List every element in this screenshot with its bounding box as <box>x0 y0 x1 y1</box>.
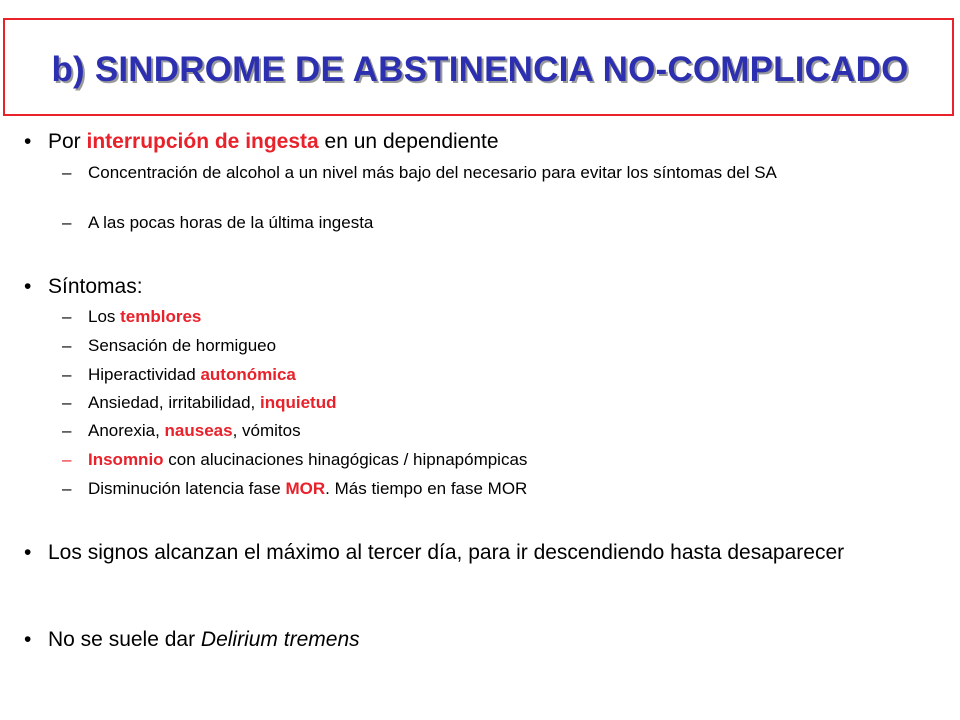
symptom-text: Anorexia, nauseas, vómitos <box>88 421 301 440</box>
dash-marker: – <box>62 421 72 440</box>
bullet-text: No se suele dar Delirium tremens <box>48 628 360 651</box>
symptom-text: Disminución latencia fase MOR. Más tiempo en fase MOR <box>88 479 528 498</box>
bullet-marker: • <box>24 628 32 651</box>
slide-title: b) SINDROME DE ABSTINENCIA NO-COMPLICADO <box>51 50 909 89</box>
bullet-marker: • <box>24 275 32 298</box>
symptom-text: Insomnio con alucinaciones hinagógicas / hipnapómpicas <box>88 450 528 469</box>
sub-item-text: A las pocas horas de la última ingesta <box>88 213 374 232</box>
symptom-text: Hiperactividad autonómica <box>88 365 296 384</box>
dash-marker: – <box>62 213 72 232</box>
sub-item-text: Concentración de alcohol a un nivel más bajo del necesario para evitar los síntomas del SA <box>88 163 777 182</box>
dash-marker: – <box>62 479 72 498</box>
dash-marker: – <box>62 450 72 469</box>
dash-marker: – <box>62 336 72 355</box>
bullet-marker: • <box>24 130 32 153</box>
dash-marker: – <box>62 307 72 326</box>
bullet-text: Los signos alcanzan el máximo al tercer día, para ir descendiendo hasta desaparecer <box>48 541 845 564</box>
symptom-text: Ansiedad, irritabilidad, inquietud <box>88 393 337 412</box>
dash-marker: – <box>62 393 72 412</box>
bullet-marker: • <box>24 541 32 564</box>
bullet-text: Por interrupción de ingesta en un dependiente <box>48 130 499 153</box>
bullet-text: Síntomas: <box>48 275 143 298</box>
dash-marker: – <box>62 163 72 182</box>
dash-marker: – <box>62 365 72 384</box>
symptom-text: Los temblores <box>88 307 202 326</box>
symptom-text: Sensación de hormigueo <box>88 336 277 355</box>
